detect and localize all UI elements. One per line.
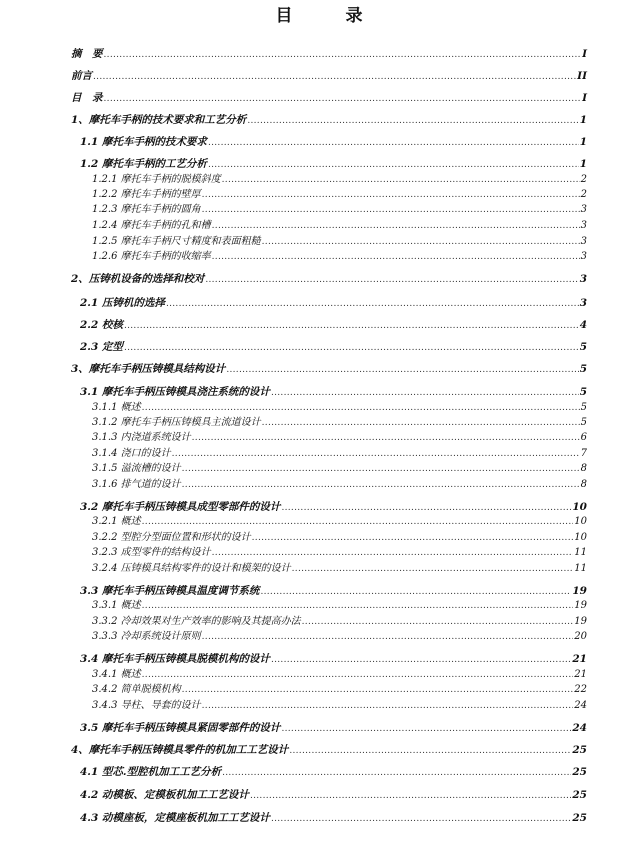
toc-leader-dots xyxy=(262,235,580,249)
toc-entry[interactable] xyxy=(80,721,587,735)
toc-entry[interactable] xyxy=(92,668,587,682)
toc-entry-title: 1.2.6 摩托车手柄的收缩率 xyxy=(92,251,211,262)
toc-leader-dots xyxy=(212,546,574,560)
toc-leader-dots xyxy=(182,462,580,476)
page-title: 目 录 xyxy=(275,6,381,26)
toc-entry[interactable] xyxy=(71,362,587,376)
toc-entry-title: 3.3.2 冷却效果对生产效率的影响及其提高办法 xyxy=(92,616,301,627)
toc-entry[interactable] xyxy=(92,235,587,249)
toc-page-number: 5 xyxy=(579,386,587,398)
toc-page-number: 11 xyxy=(574,563,587,574)
toc-leader-dots xyxy=(260,585,571,599)
toc-entry[interactable] xyxy=(80,157,587,171)
toc-entry[interactable] xyxy=(92,447,587,461)
toc-entry-title: 3.2 摩托车手柄压铸模具成型零部件的设计 xyxy=(80,501,281,513)
toc-entry[interactable] xyxy=(80,584,587,598)
toc-page-number: II xyxy=(577,70,587,82)
toc-leader-dots xyxy=(192,431,580,445)
toc-page-number: 5 xyxy=(580,402,587,413)
toc-leader-dots xyxy=(142,599,574,613)
toc-leader-dots xyxy=(182,683,574,697)
toc-leader-dots xyxy=(142,401,580,415)
toc-leader-dots xyxy=(166,297,579,311)
toc-entry-title: 3.2.2 型腔分型面位置和形状的设计 xyxy=(92,532,251,543)
toc-entry-title: 目 录 xyxy=(71,92,103,104)
toc-entry[interactable] xyxy=(92,546,587,560)
toc-page-number: 10 xyxy=(574,532,587,543)
toc-entry[interactable] xyxy=(92,203,587,217)
toc-entry-title: 1.1 摩托车手柄的技术要求 xyxy=(80,136,207,148)
toc-page-number: 19 xyxy=(574,600,587,611)
toc-entry-title: 3.2.4 压铸模具结构零件的设计和模架的设计 xyxy=(92,563,291,574)
toc-page-number: 3 xyxy=(580,220,587,231)
toc-leader-dots xyxy=(250,789,571,803)
toc-entry-title: 2.3 定型 xyxy=(80,341,123,353)
toc-leader-dots xyxy=(271,386,579,400)
toc-page-number: 1 xyxy=(579,114,587,126)
toc-entry[interactable] xyxy=(71,743,587,757)
toc-entry[interactable] xyxy=(80,765,587,779)
toc-leader-dots xyxy=(226,363,578,377)
toc-entry[interactable] xyxy=(92,401,587,415)
toc-leader-dots xyxy=(222,173,580,187)
toc-entry[interactable] xyxy=(71,69,587,83)
toc-leader-dots xyxy=(262,416,580,430)
toc-leader-dots xyxy=(202,203,580,217)
toc-entry[interactable] xyxy=(80,385,587,399)
toc-entry-title: 2.1 压铸机的选择 xyxy=(80,297,165,309)
toc-leader-dots xyxy=(205,273,578,287)
toc-entry[interactable] xyxy=(92,630,587,644)
toc-leader-dots xyxy=(93,70,576,84)
toc-page-number: 3 xyxy=(580,236,587,247)
toc-leader-dots xyxy=(252,531,574,545)
toc-page-number: 10 xyxy=(572,501,587,513)
toc-leader-dots xyxy=(271,653,571,667)
toc-entry[interactable] xyxy=(92,615,587,629)
toc-page-number: 21 xyxy=(574,669,587,680)
toc-entry-title: 3.3 摩托车手柄压铸模具温度调节系统 xyxy=(80,585,260,597)
toc-page-number: 25 xyxy=(572,766,587,778)
toc-leader-dots xyxy=(104,48,582,62)
toc-entry-title: 3、摩托车手柄压铸模具结构设计 xyxy=(71,363,226,375)
toc-page-number: 19 xyxy=(574,616,587,627)
toc-entry-title: 3.1.4 浇口的设计 xyxy=(92,448,171,459)
toc-entry-title: 3.1.1 概述 xyxy=(92,402,141,413)
toc-entry-title: 1.2.1 摩托车手柄的脱模斜度 xyxy=(92,174,221,185)
toc-page-number: 24 xyxy=(572,722,587,734)
toc-entry-title: 3.1.2 摩托车手柄压铸模具主流道设计 xyxy=(92,417,261,428)
toc-entry-title: 1、摩托车手柄的技术要求和工艺分析 xyxy=(71,114,247,126)
toc-leader-dots xyxy=(281,501,571,515)
toc-page-number: 5 xyxy=(579,363,587,375)
toc-page-number: 1 xyxy=(579,136,587,148)
toc-entry-title: 摘 要 xyxy=(71,48,103,60)
toc-page-number: 10 xyxy=(574,516,587,527)
toc-page-number: 20 xyxy=(574,631,587,642)
toc-entry[interactable] xyxy=(92,250,587,264)
toc-leader-dots xyxy=(247,114,578,128)
toc-entry-title: 3.1.6 排气道的设计 xyxy=(92,479,181,490)
toc-leader-dots xyxy=(142,668,574,682)
toc-entry-title: 1.2 摩托车手柄的工艺分析 xyxy=(80,158,207,170)
toc-entry-title: 3.3.3 冷却系统设计原则 xyxy=(92,631,201,642)
toc-leader-dots xyxy=(281,722,571,736)
toc-page-number: 22 xyxy=(574,684,587,695)
toc-entry[interactable] xyxy=(71,47,587,61)
toc-page-number: 2 xyxy=(580,174,587,185)
toc-page-number: 25 xyxy=(572,744,587,756)
toc-page-number: 8 xyxy=(580,479,587,490)
toc-entry[interactable] xyxy=(92,515,587,529)
toc-page-number: 19 xyxy=(572,585,587,597)
toc-leader-dots xyxy=(124,341,579,355)
toc-entry[interactable] xyxy=(92,562,587,576)
toc-entry-title: 3.1 摩托车手柄压铸模具浇注系统的设计 xyxy=(80,386,270,398)
toc-entry-title: 3.4.3 导柱、导套的设计 xyxy=(92,700,201,711)
toc-leader-dots xyxy=(202,699,574,713)
toc-entry-title: 4.1 型芯.型腔机加工工艺分析 xyxy=(80,766,222,778)
toc-entry-title: 3.4.1 概述 xyxy=(92,669,141,680)
toc-leader-dots xyxy=(292,562,574,576)
toc-page-number: I xyxy=(582,92,587,104)
toc-entry[interactable] xyxy=(92,683,587,697)
toc-entry-title: 2.2 校核 xyxy=(80,319,123,331)
toc-entry[interactable] xyxy=(92,173,587,187)
toc-entry-title: 2、压铸机设备的选择和校对 xyxy=(71,273,205,285)
toc-leader-dots xyxy=(212,219,580,233)
toc-page-number: 5 xyxy=(580,417,587,428)
toc-entry-title: 3.1.5 溢流槽的设计 xyxy=(92,463,181,474)
toc-leader-dots xyxy=(202,630,574,644)
toc-entry-title: 1.2.3 摩托车手柄的圆角 xyxy=(92,204,201,215)
toc-entry[interactable] xyxy=(92,188,587,202)
toc-entry[interactable] xyxy=(80,340,587,354)
toc-page-number: 6 xyxy=(580,432,587,443)
toc-page-number: 4 xyxy=(579,319,587,331)
toc-leader-dots xyxy=(208,158,579,172)
toc-entry-title: 4.2 动模板、定模板机加工工艺设计 xyxy=(80,789,249,801)
toc-page-number: 11 xyxy=(574,547,587,558)
toc-page-number: 25 xyxy=(572,812,587,824)
toc-entry-title: 3.4 摩托车手柄压铸模具脱模机构的设计 xyxy=(80,653,270,665)
toc-page-number: 3 xyxy=(580,204,587,215)
toc-entry[interactable] xyxy=(80,652,587,666)
toc-page-number: 1 xyxy=(579,158,587,170)
toc-entry[interactable] xyxy=(92,599,587,613)
toc-entry[interactable] xyxy=(92,431,587,445)
toc-entry[interactable] xyxy=(71,113,587,127)
toc-leader-dots xyxy=(202,188,580,202)
toc-entry[interactable] xyxy=(80,811,587,825)
toc-entry-title: 3.5 摩托车手柄压铸模具紧固零部件的设计 xyxy=(80,722,281,734)
toc-entry-title: 3.1.3 内浇道系统设计 xyxy=(92,432,191,443)
toc-entry[interactable] xyxy=(80,500,587,514)
toc-entry[interactable] xyxy=(71,272,587,286)
toc-leader-dots xyxy=(289,744,571,758)
toc-page-number: I xyxy=(582,48,587,60)
toc-page-number: 2 xyxy=(580,189,587,200)
toc-entry[interactable] xyxy=(92,219,587,233)
toc-entry[interactable] xyxy=(92,416,587,430)
toc-leader-dots xyxy=(208,136,579,150)
toc-entry[interactable] xyxy=(80,135,587,149)
toc-page-number: 24 xyxy=(574,700,587,711)
toc-page-number: 25 xyxy=(572,789,587,801)
toc-page-number: 3 xyxy=(579,273,587,285)
toc-entry-title: 4、摩托车手柄压铸模具零件的机加工工艺设计 xyxy=(71,744,289,756)
toc-page-number: 21 xyxy=(572,653,587,665)
toc-entry-title: 前言 xyxy=(71,70,92,82)
toc-entry-title: 3.3.1 概述 xyxy=(92,600,141,611)
toc-leader-dots xyxy=(182,478,580,492)
toc-entry-title: 1.2.5 摩托车手柄尺寸精度和表面粗糙 xyxy=(92,236,261,247)
toc-entry-title: 1.2.2 摩托车手柄的壁厚 xyxy=(92,189,201,200)
toc-entry[interactable] xyxy=(92,462,587,476)
toc-page-number: 3 xyxy=(579,297,587,309)
toc-leader-dots xyxy=(271,812,571,826)
toc-leader-dots xyxy=(222,766,571,780)
toc-entry[interactable] xyxy=(80,788,587,802)
toc-page-number: 3 xyxy=(580,251,587,262)
toc-entry[interactable] xyxy=(92,699,587,713)
toc-entry-title: 3.2.1 概述 xyxy=(92,516,141,527)
toc-entry-title: 4.3 动模座板，定模座板机加工工艺设计 xyxy=(80,812,270,824)
toc-entry[interactable] xyxy=(92,478,587,492)
toc-leader-dots xyxy=(142,515,574,529)
toc-page-number: 7 xyxy=(580,448,587,459)
toc-entry[interactable] xyxy=(80,318,587,332)
toc-entry-title: 3.2.3 成型零件的结构设计 xyxy=(92,547,211,558)
toc-entry[interactable] xyxy=(80,296,587,310)
toc-leader-dots xyxy=(212,250,580,264)
toc-leader-dots xyxy=(104,92,582,106)
toc-leader-dots xyxy=(124,319,579,333)
toc-entry-title: 1.2.4 摩托车手柄的孔和槽 xyxy=(92,220,211,231)
toc-entry-title: 3.4.2 简单脱模机构 xyxy=(92,684,181,695)
toc-entry[interactable] xyxy=(92,531,587,545)
toc-leader-dots xyxy=(172,447,580,461)
toc-page-number: 5 xyxy=(579,341,587,353)
toc-entry[interactable] xyxy=(71,91,587,105)
toc-leader-dots xyxy=(302,615,574,629)
toc-page-number: 8 xyxy=(580,463,587,474)
